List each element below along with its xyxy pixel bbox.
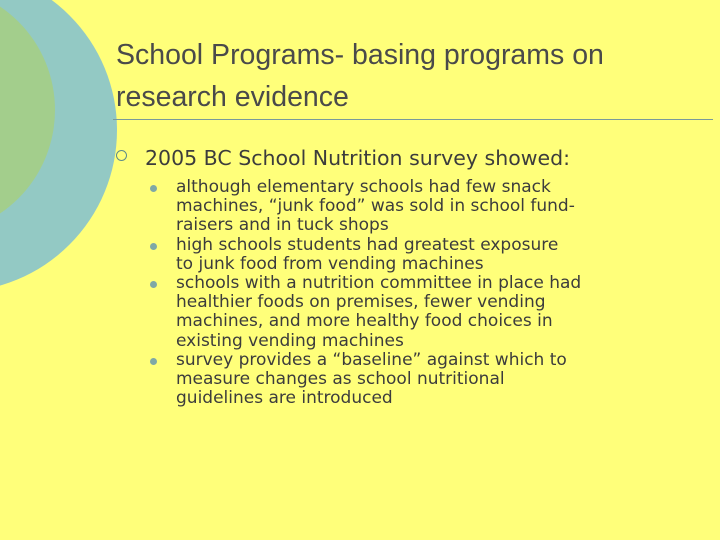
main-bullet-text: 2005 BC School Nutrition survey showed: — [145, 146, 571, 170]
sub-bullet-item — [150, 351, 690, 409]
sub-bullet-item — [150, 274, 690, 351]
sub-bullet-text: although elementary schools had few snack machines, “junk food” was sold in school fund- raisers and in tuck shops — [176, 177, 575, 236]
sub-bullet-item — [150, 236, 690, 274]
sub-bullet-text: survey provides a “baseline” against which to measure changes as school nutritional guidelines are introduced — [176, 349, 567, 409]
dot-bullet-icon — [150, 243, 157, 250]
dot-bullet-icon — [150, 185, 157, 192]
dot-bullet-icon — [150, 358, 157, 365]
title-divider — [113, 119, 713, 120]
slide-title: School Programs- basing programs on research evidence — [116, 39, 604, 113]
sub-bullet-list — [150, 178, 690, 408]
sub-bullet-item — [150, 178, 690, 236]
hollow-circle-bullet-icon — [116, 150, 127, 161]
sub-bullet-text: schools with a nutrition committee in place had healthier foods on premises, fewer vending machines, and more healthy food choices in existing vending machines — [176, 273, 582, 351]
sub-bullet-text: high schools students had greatest exposure to junk food from vending machines — [176, 234, 559, 274]
dot-bullet-icon — [150, 281, 157, 288]
